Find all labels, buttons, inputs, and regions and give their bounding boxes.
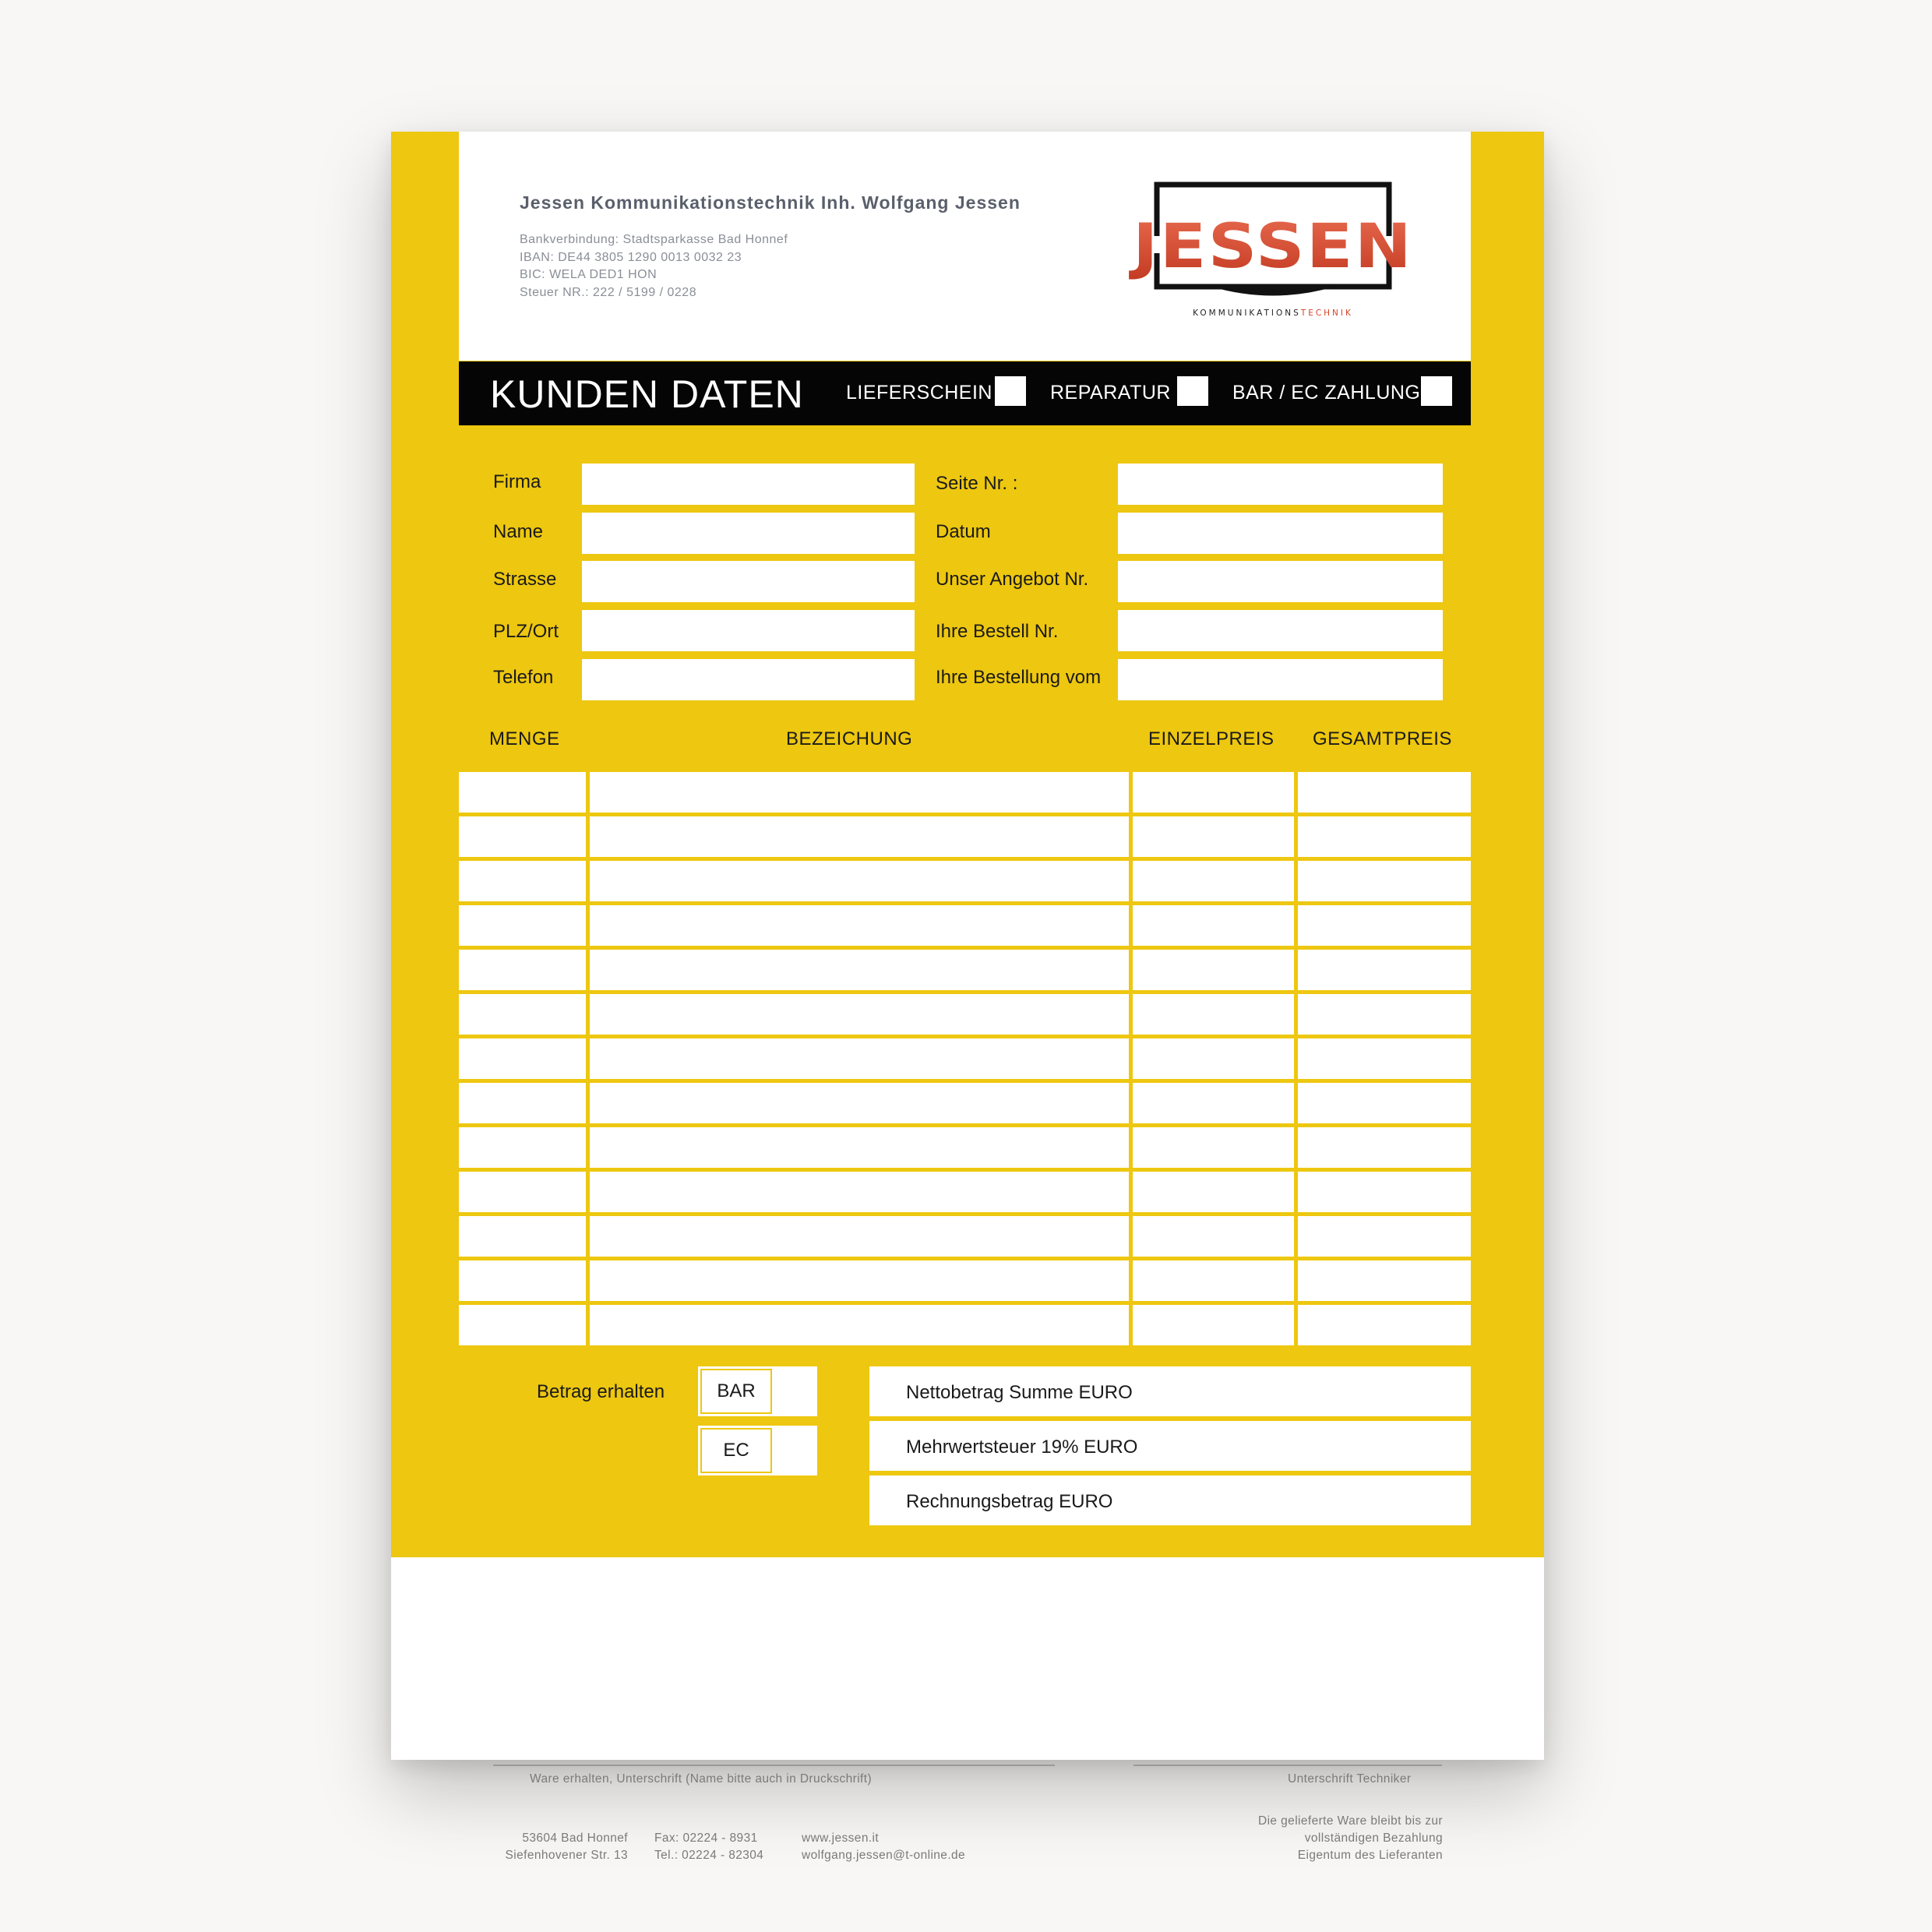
- customer-signature-line[interactable]: [493, 1765, 1055, 1766]
- section-title: KUNDEN DATEN: [490, 372, 804, 416]
- phone-block: [654, 1830, 763, 1864]
- total-price-cell[interactable]: [1298, 1172, 1471, 1212]
- unit-price-cell[interactable]: [1133, 994, 1294, 1035]
- repair-checkbox[interactable]: [1177, 376, 1208, 406]
- page-number-field[interactable]: [1118, 464, 1443, 505]
- total-price-cell[interactable]: [1298, 1127, 1471, 1168]
- delivery-note-checkbox[interactable]: [995, 376, 1026, 406]
- total-price-column-header: GESAMTPREIS: [1313, 728, 1452, 749]
- total-price-cell[interactable]: [1298, 905, 1471, 946]
- payment-cash-box[interactable]: [698, 1366, 817, 1416]
- fax-number: Fax: 02224 - 8931: [654, 1832, 758, 1845]
- quantity-column-header: MENGE: [489, 728, 560, 749]
- total-price-cell[interactable]: [1298, 994, 1471, 1035]
- unit-price-cell[interactable]: [1133, 950, 1294, 990]
- offer-number-label: Unser Angebot Nr.: [936, 569, 1089, 590]
- offer-number-field[interactable]: [1118, 561, 1443, 602]
- description-column-header: BEZEICHUNG: [786, 728, 913, 749]
- vat-field[interactable]: [869, 1421, 1471, 1471]
- tax-number-line: Steuer NR.: 222 / 5199 / 0228: [520, 285, 697, 299]
- zip-city-label: PLZ/Ort: [493, 621, 559, 642]
- total-price-cell[interactable]: [1298, 772, 1471, 813]
- invoice-total-label: Rechnungsbetrag EURO: [906, 1491, 1113, 1512]
- address-city: 53604 Bad Honnef: [522, 1832, 628, 1845]
- phone-field[interactable]: [582, 659, 915, 700]
- company-label: Firma: [493, 471, 541, 492]
- unit-price-cell[interactable]: [1133, 1260, 1294, 1301]
- customer-data-title-bar: [459, 361, 1471, 425]
- monitor-stand: [1211, 287, 1334, 296]
- technician-signature-caption: Unterschrift Techniker: [1288, 1772, 1412, 1786]
- technician-signature-line[interactable]: [1133, 1765, 1442, 1766]
- order-date-label: Ihre Bestellung vom: [936, 667, 1102, 688]
- invoice-total-field[interactable]: [869, 1475, 1471, 1525]
- quantity-cell[interactable]: [459, 1172, 586, 1212]
- unit-price-cell[interactable]: [1133, 905, 1294, 946]
- description-cell[interactable]: [590, 1083, 1129, 1123]
- quantity-cell[interactable]: [459, 1260, 586, 1301]
- total-price-cell[interactable]: [1298, 950, 1471, 990]
- order-date-field[interactable]: [1118, 659, 1443, 700]
- unit-price-cell[interactable]: [1133, 1127, 1294, 1168]
- ownership-notice: [1193, 1813, 1443, 1864]
- website: www.jessen.it: [802, 1832, 880, 1845]
- description-cell[interactable]: [590, 1260, 1129, 1301]
- company-name: Jessen Kommunikationstechnik Inh. Wolfgang Jessen: [520, 192, 1021, 213]
- phone-label: Telefon: [493, 667, 554, 688]
- quantity-cell[interactable]: [459, 950, 586, 990]
- date-label: Datum: [936, 521, 991, 542]
- description-cell[interactable]: [590, 1216, 1129, 1257]
- notice-line: Die gelieferte Ware bleibt bis zur: [1257, 1814, 1443, 1828]
- description-cell[interactable]: [590, 1127, 1129, 1168]
- unit-price-cell[interactable]: [1133, 1305, 1294, 1345]
- unit-price-cell[interactable]: [1133, 1172, 1294, 1212]
- description-cell[interactable]: [590, 1038, 1129, 1079]
- order-number-field[interactable]: [1118, 610, 1443, 651]
- web-block: [802, 1830, 965, 1864]
- street-label: Strasse: [493, 569, 557, 590]
- total-price-cell[interactable]: [1298, 1083, 1471, 1123]
- total-price-cell[interactable]: [1298, 1216, 1471, 1257]
- quantity-cell[interactable]: [459, 1083, 586, 1123]
- quantity-cell[interactable]: [459, 1127, 586, 1168]
- unit-price-cell[interactable]: [1133, 861, 1294, 901]
- phone-number: Tel.: 02224 - 82304: [654, 1849, 764, 1862]
- total-price-cell[interactable]: [1298, 1038, 1471, 1079]
- unit-price-cell[interactable]: [1133, 772, 1294, 813]
- net-amount-field[interactable]: [869, 1366, 1471, 1416]
- total-price-cell[interactable]: [1298, 861, 1471, 901]
- delivery-note-label: LIEFERSCHEIN: [846, 382, 992, 404]
- description-cell[interactable]: [590, 772, 1129, 813]
- date-field[interactable]: [1118, 513, 1443, 554]
- unit-price-cell[interactable]: [1133, 1216, 1294, 1257]
- email-address: wolfgang.jessen@t-online.de: [802, 1849, 966, 1862]
- description-cell[interactable]: [590, 816, 1129, 857]
- logo-tagline: KOMMUNIKATIONSTECHNIK: [1193, 308, 1353, 318]
- bank-details: [520, 231, 788, 301]
- address-block: [491, 1830, 628, 1864]
- bic-line: BIC: WELA DED1 HON: [520, 268, 658, 281]
- description-cell[interactable]: [590, 950, 1129, 990]
- street-field[interactable]: [582, 561, 915, 602]
- total-price-cell[interactable]: [1298, 816, 1471, 857]
- total-price-cell[interactable]: [1298, 1305, 1471, 1345]
- description-cell[interactable]: [590, 1172, 1129, 1212]
- zip-city-field[interactable]: [582, 610, 915, 651]
- repair-label: REPARATUR: [1050, 382, 1171, 404]
- description-cell[interactable]: [590, 1305, 1129, 1345]
- description-cell[interactable]: [590, 905, 1129, 946]
- jessen-logo: [1126, 182, 1422, 322]
- total-price-cell[interactable]: [1298, 1260, 1471, 1301]
- quantity-cell[interactable]: [459, 994, 586, 1035]
- quantity-cell[interactable]: [459, 861, 586, 901]
- cash-ec-payment-label: BAR / EC ZAHLUNG: [1232, 382, 1421, 404]
- quantity-cell[interactable]: [459, 1305, 586, 1345]
- net-amount-label: Nettobetrag Summe EURO: [906, 1382, 1133, 1403]
- description-cell[interactable]: [590, 994, 1129, 1035]
- payment-ec-box[interactable]: [698, 1426, 817, 1475]
- quantity-cell[interactable]: [459, 1038, 586, 1079]
- unit-price-cell[interactable]: [1133, 1038, 1294, 1079]
- company-field[interactable]: [582, 464, 915, 505]
- unit-price-cell[interactable]: [1133, 816, 1294, 857]
- address-street: Siefenhovener Str. 13: [505, 1849, 628, 1862]
- name-label: Name: [493, 521, 544, 542]
- quantity-cell[interactable]: [459, 816, 586, 857]
- iban-line: IBAN: DE44 3805 1290 0013 0032 23: [520, 250, 742, 264]
- unit-price-cell[interactable]: [1133, 1083, 1294, 1123]
- unit-price-column-header: EINZELPREIS: [1148, 728, 1274, 749]
- quantity-cell[interactable]: [459, 905, 586, 946]
- letterhead: [459, 132, 1471, 361]
- payment-ec-label: EC: [702, 1430, 770, 1472]
- notice-line: Eigentum des Lieferanten: [1297, 1849, 1443, 1862]
- amount-received-label: Betrag erhalten: [537, 1381, 665, 1402]
- name-field[interactable]: [582, 513, 915, 554]
- page-number-label: Seite Nr. :: [936, 473, 1018, 494]
- payment-cash-label: BAR: [702, 1370, 770, 1412]
- description-cell[interactable]: [590, 861, 1129, 901]
- vat-label: Mehrwertsteuer 19% EURO: [906, 1437, 1138, 1458]
- quantity-cell[interactable]: [459, 772, 586, 813]
- order-number-label: Ihre Bestell Nr.: [936, 621, 1059, 642]
- notice-line: vollständigen Bezahlung: [1304, 1832, 1443, 1845]
- bank-line: Bankverbindung: Stadtsparkasse Bad Honnef: [520, 233, 788, 246]
- logo-wordmark: JESSEN: [1128, 212, 1413, 282]
- customer-signature-caption: Ware erhalten, Unterschrift (Name bitte auch in Druckschrift): [530, 1772, 873, 1786]
- delivery-note-form: [391, 132, 1544, 1862]
- cash-ec-payment-checkbox[interactable]: [1421, 376, 1452, 406]
- quantity-cell[interactable]: [459, 1216, 586, 1257]
